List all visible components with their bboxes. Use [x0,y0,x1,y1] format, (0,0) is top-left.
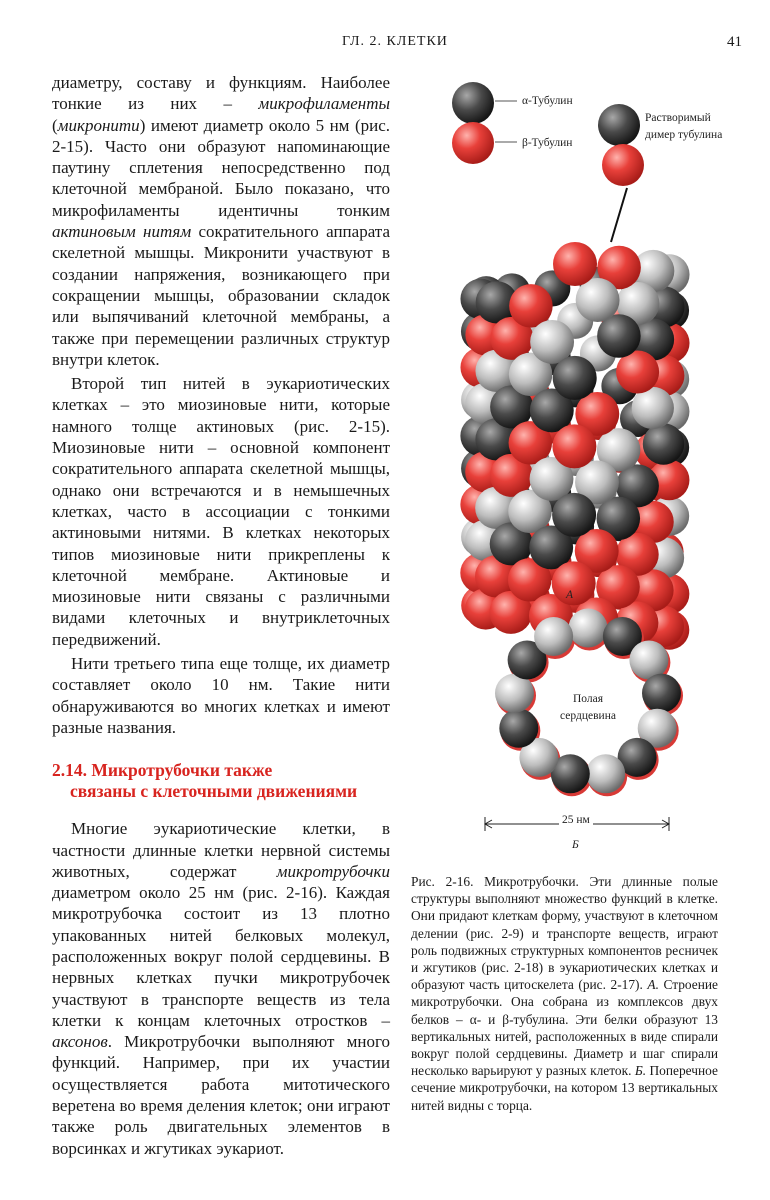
tubulin-subunit [552,561,596,605]
figure-caption: Рис. 2-16. Микротрубочки. Эти длинные полые структуры выполняют множество функций в клетке. Они придают клеткам форму, участвуют в клеточном делении (рис. 2-9) и транспорте веществ, играют роль подвижных структурных компонентов ресничек и жгутиков (рис. 2-18) в эукариотических клетках и образуют часть цитоскелета (рис. 2-17). А. Строение микротрубочки. Она собрана из комплексов двух белков – α- и β-тубулина. Эти белки образуют 13 вертикальных нитей, расположенных в виде спирали вокруг полой сердцевины. Диаметр и шаг спирали несколько варьируют у разных клеток. Б. Поперечное сечение микротрубочки, на котором 13 вертикальных нитей видны с торца. [411,874,718,1113]
page-header [0,34,770,54]
paragraph-microfilaments: диаметру, составу и функциям. Наиболее тонкие из них – микрофиламенты (микронити) имеют диаметр около 5 нм (рис. 2-15). Часто они образуют напоминающие паутину сплетения непосредственно под клеточной мембраной. Было показано, что микрофиламенты идентичны тонким актиновым нитям сократительного аппарата скелетной мышцы. Микронити участвуют в создании напряжения, возникающего при сокращении мышцы, образовании складок или выпячиваний клеточной мембраны, а также при перемещении различных структур внутри клеток. [52,73,390,369]
tubulin-subunit [553,242,597,286]
hollow-core-label-1: Полая [572,693,604,705]
panel-b-letter: Б [572,839,579,851]
paragraph-third-type: Нити третьего типа еще толще, их диаметр составляет около 10 нм. Такие нити обнаруживаются во многих клетках и имеют разные названия. [52,654,390,737]
microtubule-illustration [405,72,765,872]
paragraph-microtubules: Многие эукариотические клетки, в частности длинные клетки нервной системы животных, содержат микротрубочки диаметром около 25 нм (рис. 2-16). Каждая микротрубочка состоит из 13 плотно упакованных нитей белковых молекул, расположенных вокруг полой сердцевины. В нервных клетках пучки микротрубочек участвуют в транспорте веществ из тела клетки к концам клеточных отростков – аксонов. Микротрубочки выполняют много функций. Например, при их участии осуществляется работа митотического веретена во время деления клеток; они играют также роль двигательных элементов в ворсинках и жгутиках эукариот. [52,819,390,1158]
tubulin-subunit [553,356,597,400]
hollow-core-label-2: сердцевина [560,710,616,722]
tubulin-subunit [552,424,596,468]
main-text-column [52,72,390,1159]
running-title: ГЛ. 2. КЛЕТКИ [342,34,448,49]
ring-protofilament [499,709,538,748]
microtubule-side-view [460,242,689,650]
dimer-alpha-sphere [598,104,640,146]
alpha-tubulin-label: α-Тубулин [522,95,573,107]
beta-tubulin-label: β-Тубулин [522,137,573,149]
ring-protofilament [569,609,608,648]
dimer-beta-sphere [602,144,644,186]
panel-a-letter: А [566,589,574,601]
page-number: 41 [727,34,742,50]
figure-microtubule [405,72,765,872]
soluble-dimer-label-1: Растворимый [645,112,711,124]
beta-tubulin-legend-sphere [452,122,494,164]
soluble-dimer-label-2: димер тубулина [645,129,723,141]
scale-label: 25 нм [559,813,593,827]
section-heading: 2.14. Микротрубочки также связаны с клеточными движениями [52,760,358,802]
ring-protofilament [586,754,625,793]
dimer-pointer-line [611,188,627,242]
ring-protofilament [642,674,681,713]
alpha-tubulin-legend-sphere [452,82,494,124]
tubulin-subunit [552,493,596,537]
tubulin-subunit [643,423,684,464]
paragraph-myosin: Второй тип нитей в эукариотических клетках – это миозиновые нити, которые намного толще актиновых (рис. 2-15). Миозиновые нити – основной компонент сократительного аппарата скелетной мышцы, однако они встречаются и в немышечных клетках, часто в ассоциации с тонкими актиновыми нитями. В клетках некоторых типов миозиновые нити прикреплены к клеточной мембране. Актиновые и миозиновые нити связаны с различными видами клеточных и внутриклеточных передвижений. [52,374,390,649]
ring-protofilament [534,617,573,656]
